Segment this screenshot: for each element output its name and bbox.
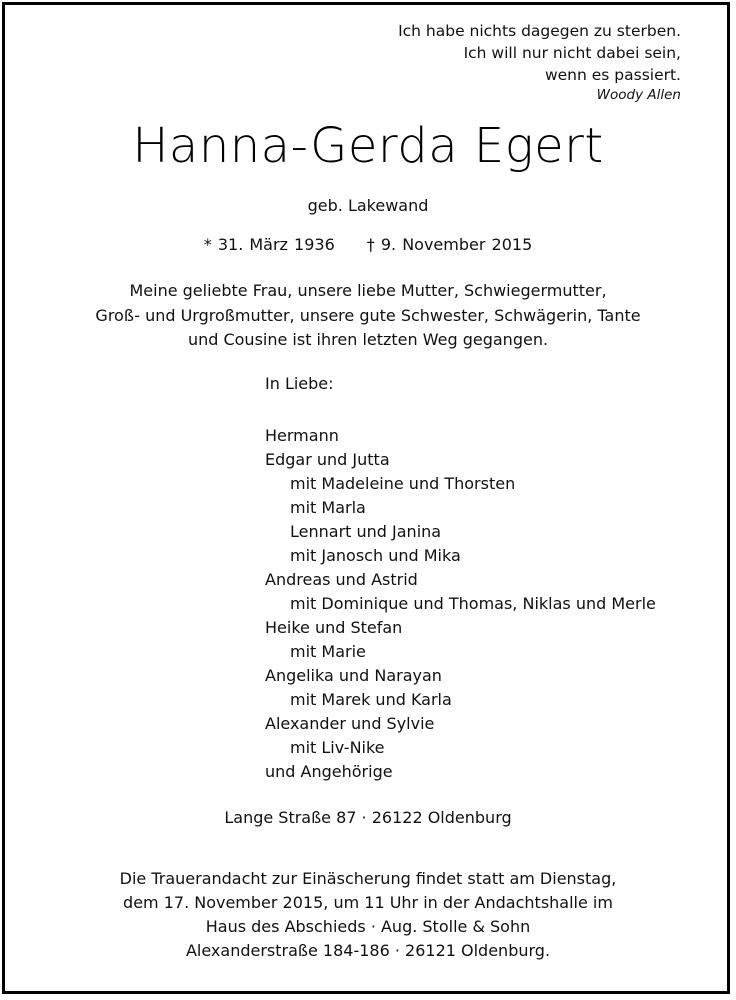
service-line-1: Die Trauerandacht zur Einäscherung findet statt am Dienstag, (119, 869, 617, 888)
mourner-entry: Edgar und Jutta (265, 450, 390, 469)
mourner-entry: Angelika und Narayan (265, 666, 442, 685)
family-address: Lange Straße 87 · 26122 Oldenburg (224, 808, 512, 827)
announcement-text (0, 279, 736, 353)
mourner-entry: mit Dominique und Thomas, Niklas und Merle (290, 594, 656, 613)
mourner-entry: Alexander und Sylvie (265, 714, 435, 733)
quote-line-1: Ich habe nichts dagegen zu sterben. (398, 22, 681, 40)
mourner-entry: mit Janosch und Mika (290, 546, 461, 565)
birth-name: geb. Lakewand (307, 196, 429, 215)
life-dates (0, 235, 736, 254)
mourner-entry: Andreas und Astrid (265, 570, 418, 589)
mourner-entry: mit Marek und Karla (290, 690, 452, 709)
mourner-entry: mit Marie (290, 642, 366, 661)
mourner-entry: Lennart und Janina (290, 522, 442, 541)
service-line-2: dem 17. November 2015, um 11 Uhr in der Andachtshalle im (123, 893, 613, 912)
announcement-line-1: Meine geliebte Frau, unsere liebe Mutter, Schwiegermutter, (129, 281, 607, 300)
mourner-entry: und Angehörige (265, 762, 393, 781)
quote-line-2: Ich will nur nicht dabei sein, (463, 44, 681, 62)
service-info (0, 867, 736, 963)
mourners-list (265, 424, 656, 784)
mourner-entry: mit Marla (290, 498, 366, 517)
mourner-entry: mit Madeleine und Thorsten (290, 474, 516, 493)
announcement-line-2: Groß- und Urgroßmutter, unsere gute Schwester, Schwägerin, Tante (95, 305, 641, 325)
in-love-label: In Liebe: (265, 374, 334, 393)
death-date: † 9. November 2015 (366, 235, 533, 254)
mourner-entry: Heike und Stefan (265, 618, 403, 637)
quote-author: Woody Allen (596, 87, 681, 103)
mourner-entry: Hermann (265, 426, 339, 445)
deceased-name: Hanna-Gerda Egert (132, 118, 604, 174)
birth-date: * 31. März 1936 (203, 235, 335, 254)
quote-line-3: wenn es passiert. (544, 66, 681, 84)
service-line-4: Alexanderstraße 184-186 · 26121 Oldenburg. (185, 941, 551, 960)
announcement-line-3: und Cousine ist ihren letzten Weg gegangen. (187, 330, 549, 349)
epigraph-quote (398, 20, 681, 104)
mourner-entry: mit Liv-Nike (290, 738, 385, 757)
service-line-3: Haus des Abschieds · Aug. Stolle & Sohn (205, 917, 531, 936)
